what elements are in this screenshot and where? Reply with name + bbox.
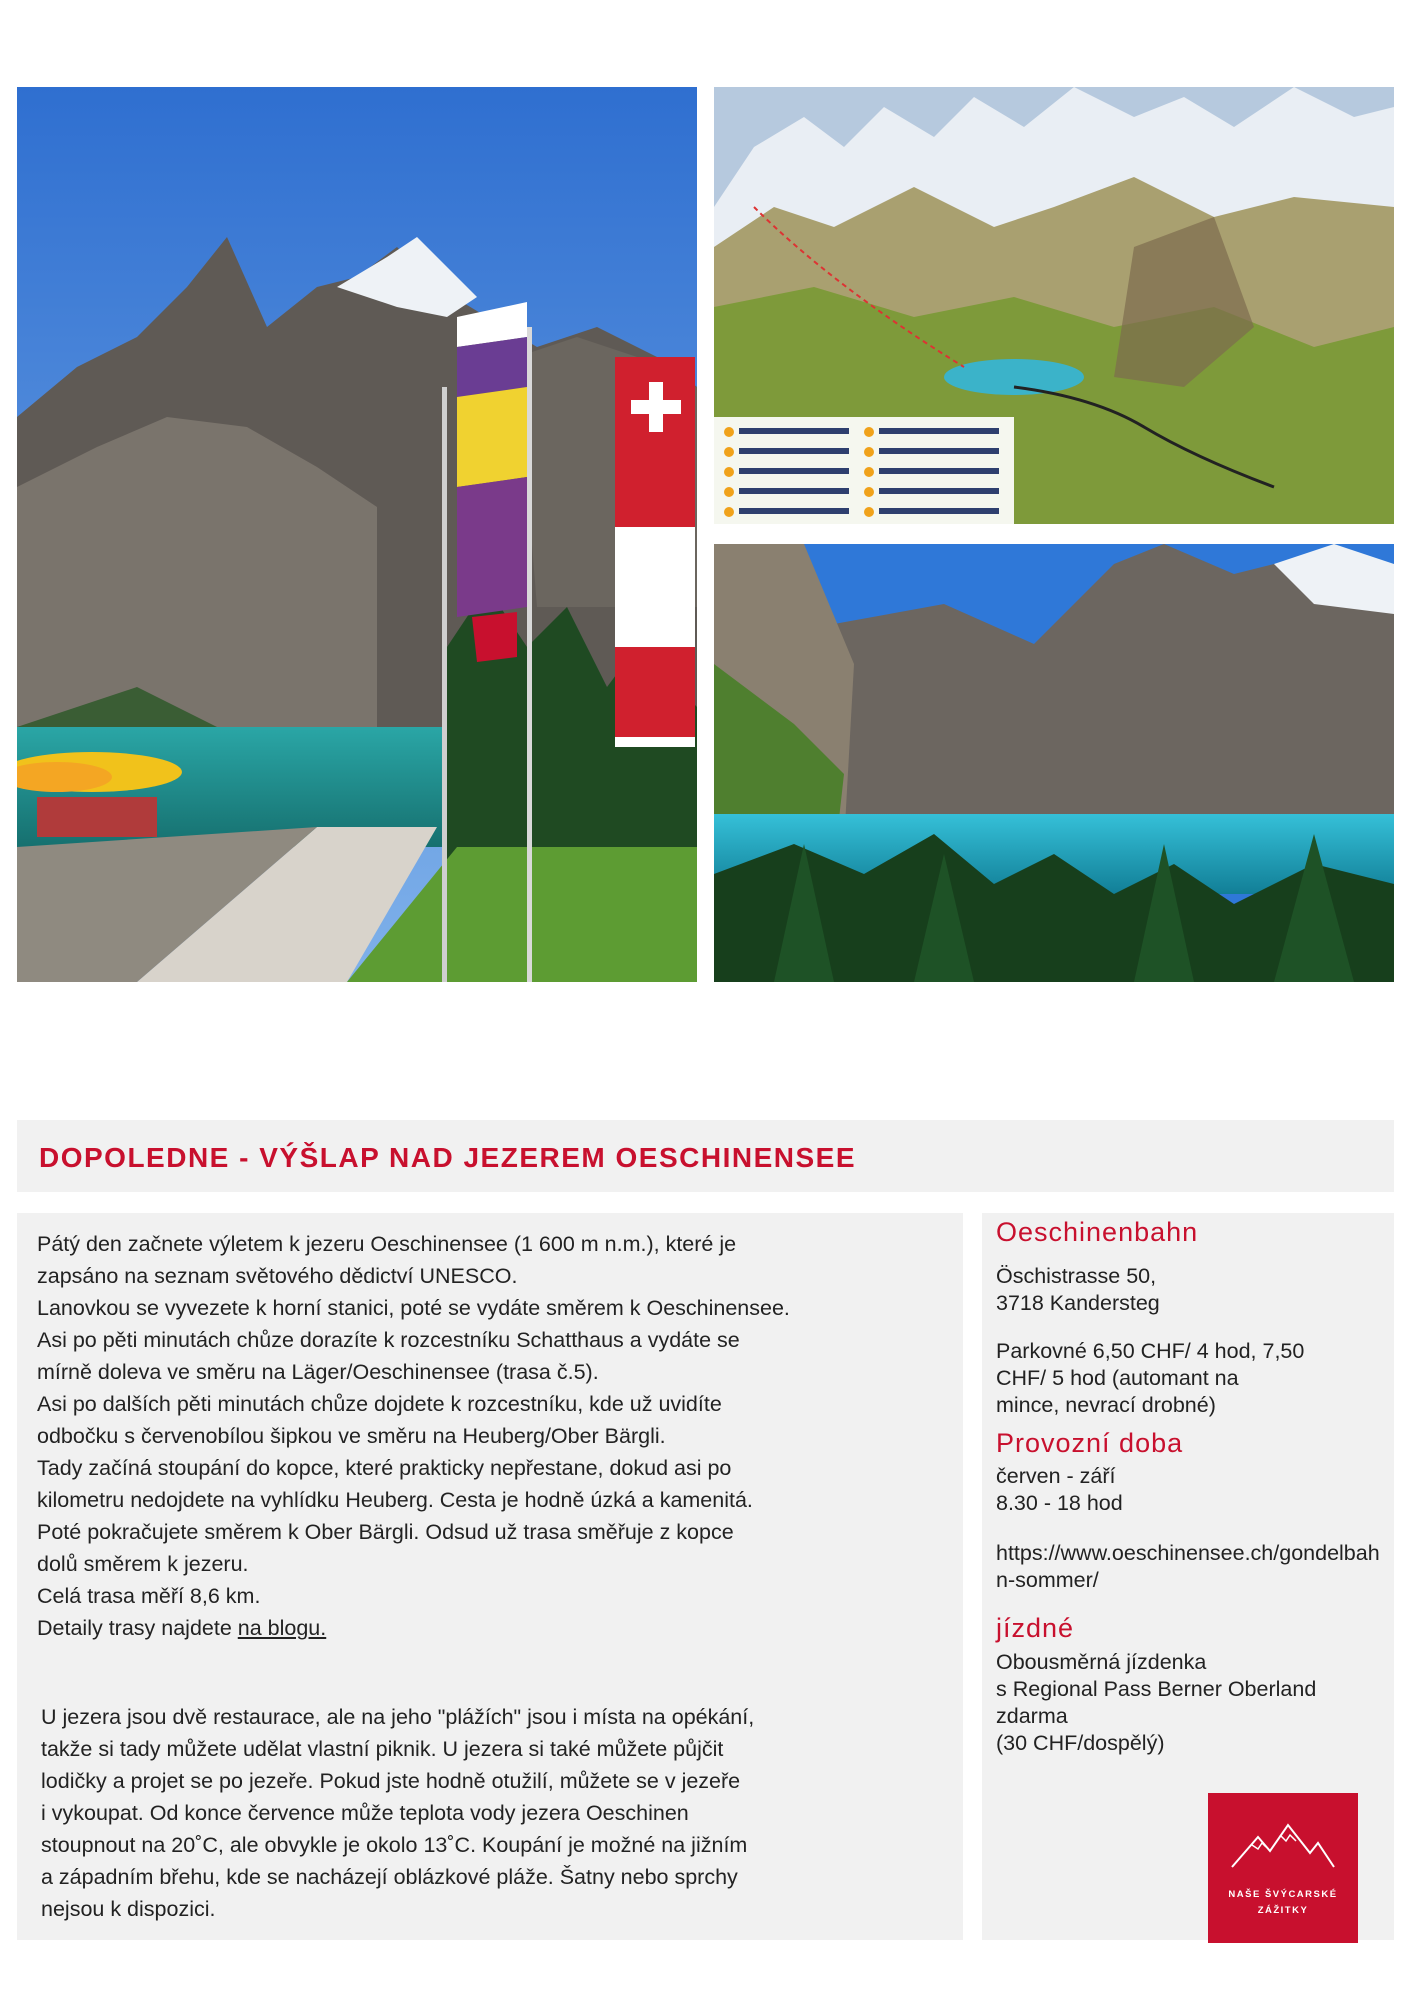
parking-line: Parkovné 6,50 CHF/ 4 hod, 7,50 [996,1339,1305,1363]
lake-info-line: U jezera jsou dvě restaurace, ale na jeho "plážích" jsou i místa na opékání, [41,1705,755,1729]
parking-line: mince, nevrací drobné) [996,1393,1216,1417]
sidebar-title: Oeschinenbahn [996,1217,1199,1247]
main-content-panel [17,1213,963,1940]
address [996,1263,1386,1317]
intro-line: Celá trasa měří 8,6 km. [37,1584,261,1608]
brand-logo [1208,1793,1358,1943]
hours-line: červen - září [996,1464,1116,1488]
fares-line: (30 CHF/dospělý) [996,1731,1165,1755]
intro-line: kilometru nedojdete na vyhlídku Heuberg. Cesta je hodně úzká a kamenitá. [37,1488,753,1512]
intro-paragraph [37,1228,947,1644]
intro-line: zapsáno na seznam světového dědictví UNESCO. [37,1264,518,1288]
intro-line: Poté pokračujete směrem k Ober Bärgli. Odsud už trasa směřuje z kopce [37,1520,734,1544]
intro-line: Lanovkou se vyvezete k horní stanici, poté se vydáte směrem k Oeschinensee. [37,1296,790,1320]
logo-text: NAŠE ŠVÝCARSKÉ [1228,1889,1338,1900]
parking-line: CHF/ 5 hod (automant na [996,1366,1239,1390]
intro-line: odbočku s červenobílou šipkou ve směru na Heuberg/Ober Bärgli. [37,1424,666,1448]
photo-lake-view [714,544,1394,982]
logo-text: ZÁŽITKY [1257,1905,1309,1916]
photo-trail-map [714,87,1394,524]
intro-line: Tady začíná stoupání do kopce, které prakticky nepřestane, dokud asi po [37,1456,732,1480]
section-heading-band [17,1120,1394,1192]
lake-info-line: a západním břehu, kde se nacházejí oblázkové pláže. Šatny nebo sprchy [41,1865,738,1889]
fares-line: Obousměrná jízdenka [996,1650,1207,1674]
details-line [37,1612,947,1644]
intro-line: Pátý den začnete výletem k jezeru Oeschinensee (1 600 m n.m.), které je [37,1232,737,1256]
intro-line: Asi po pěti minutách chůze dorazíte k rozcestníku Schatthaus a vydáte se [37,1328,740,1352]
photo-mountain-flags [17,87,697,982]
fares-title: jízdné [996,1613,1075,1643]
lake-info-line: lodičky a projet se po jezeře. Pokud jste hodně otužilí, můžete se v jezeře [41,1769,741,1793]
details-prefix: Detaily trasy najdete [37,1616,238,1640]
parking-info [996,1338,1386,1419]
mountains-icon [1230,1819,1336,1879]
hours-title: Provozní doba [996,1428,1184,1458]
lake-info-line: nejsou k dispozici. [41,1897,216,1921]
lake-info-line: takže si tady můžete udělat vlastní piknik. U jezera si také můžete půjčit [41,1737,724,1761]
intro-line: dolů směrem k jezeru. [37,1552,249,1576]
section-title: DOPOLEDNE - VÝŠLAP NAD JEZEREM OESCHINENSEE [39,1142,856,1173]
lake-info-line: stoupnout na 20˚C, ale obvykle je okolo 13˚C. Koupání je možné na jižním [41,1833,748,1857]
intro-line: Asi po dalších pěti minutách chůze dojdete k rozcestníku, kde už uvidíte [37,1392,722,1416]
intro-line: mírně doleva ve směru na Läger/Oeschinensee (trasa č.5). [37,1360,599,1384]
opening-hours [996,1463,1386,1517]
address-line: Öschistrasse 50, [996,1264,1157,1288]
fares-line: zdarma [996,1704,1068,1728]
address-line: 3718 Kandersteg [996,1291,1160,1315]
lake-info-paragraph [41,1701,921,1925]
website-url[interactable]: https://www.oeschinensee.ch/gondelbahn-sommer/ [996,1541,1380,1592]
hours-line: 8.30 - 18 hod [996,1491,1123,1515]
fares-info [996,1649,1386,1757]
blog-link[interactable]: na blogu. [237,1616,327,1640]
lake-info-line: i vykoupat. Od konce července může teplota vody jezera Oeschinen [41,1801,689,1825]
fares-line: s Regional Pass Berner Oberland [996,1677,1317,1701]
